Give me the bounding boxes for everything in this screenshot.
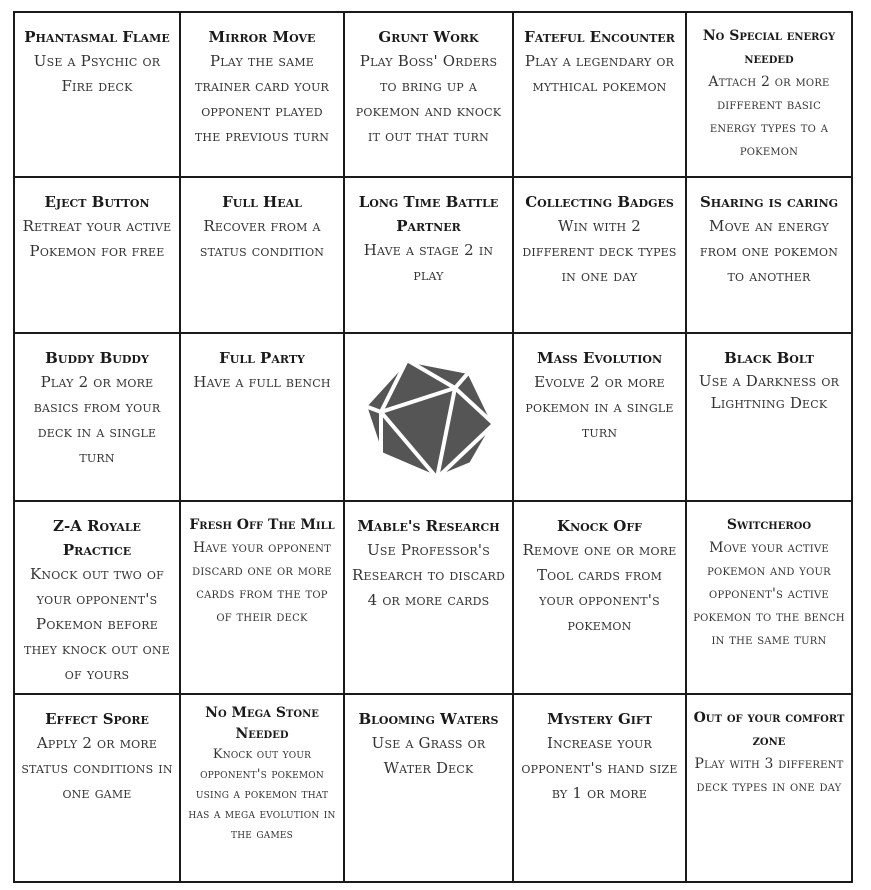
square-description: Play Boss' Orders to bring up a pokemon and knock it out that turn bbox=[355, 52, 502, 145]
square-title: Sharing is caring bbox=[699, 193, 839, 211]
bingo-square[interactable] bbox=[686, 333, 852, 501]
square-description: Have a full bench bbox=[193, 373, 331, 391]
square-title: Z-A Royale Practice bbox=[53, 517, 141, 559]
bingo-square[interactable] bbox=[180, 177, 344, 333]
square-description: Move your active pokemon and your opponent's active pokemon to the bench in the same turn bbox=[693, 540, 845, 648]
bingo-square[interactable] bbox=[14, 333, 180, 501]
bingo-square[interactable] bbox=[513, 177, 686, 333]
square-title: Full Heal bbox=[222, 193, 302, 211]
square-description: Remove one or more Tool cards from your opponent's pokemon bbox=[522, 541, 677, 634]
bingo-square[interactable] bbox=[180, 333, 344, 501]
bingo-square[interactable] bbox=[14, 12, 180, 177]
free-space[interactable] bbox=[344, 333, 513, 501]
square-title: Fresh Off The Mill bbox=[189, 517, 335, 533]
square-description: Increase your opponent's hand size by 1 or more bbox=[521, 734, 678, 802]
square-description: Have your opponent discard one or more cards from the top of their deck bbox=[192, 540, 332, 625]
square-title: Mirror Move bbox=[208, 28, 316, 46]
square-title: Knock Off bbox=[557, 517, 642, 535]
square-title: Mystery Gift bbox=[547, 710, 652, 728]
square-title: Phantasmal Flame bbox=[24, 28, 170, 46]
bingo-square[interactable] bbox=[513, 12, 686, 177]
bingo-board bbox=[13, 11, 853, 883]
bingo-square[interactable] bbox=[344, 501, 513, 694]
square-description: Have a stage 2 in play bbox=[363, 241, 494, 284]
bingo-square[interactable] bbox=[513, 501, 686, 694]
square-description: Apply 2 or more status conditions in one game bbox=[21, 734, 173, 802]
bingo-square[interactable] bbox=[344, 12, 513, 177]
square-description: Use Professor's Research to discard 4 or more cards bbox=[352, 541, 505, 609]
square-title: No Mega Stone Needed bbox=[205, 705, 319, 742]
square-description: Recover from a status condition bbox=[199, 217, 325, 260]
bingo-square[interactable] bbox=[14, 501, 180, 694]
square-description: Knock out your opponent's pokemon using a pokemon that has a mega evolution in the games bbox=[188, 747, 336, 842]
square-description: Attach 2 or more different basic energy types to a pokemon bbox=[708, 74, 830, 159]
square-title: Blooming Waters bbox=[358, 710, 499, 728]
square-title: Mass Evolution bbox=[536, 349, 663, 367]
square-title: Fateful Encounter bbox=[524, 28, 675, 46]
square-title: Switcheroo bbox=[726, 517, 812, 533]
square-title: Buddy Buddy bbox=[45, 349, 149, 367]
square-title: Collecting Badges bbox=[525, 193, 674, 211]
square-description: Move an energy from one pokemon to another bbox=[699, 217, 839, 285]
square-description: Evolve 2 or more pokemon in a single turn bbox=[525, 373, 674, 441]
d20-die-icon bbox=[359, 354, 499, 480]
square-title: Effect Spore bbox=[45, 710, 149, 728]
bingo-square[interactable] bbox=[686, 694, 852, 882]
square-description: Use a Psychic or Fire deck bbox=[33, 52, 161, 95]
square-description: Retreat your active Pokemon for free bbox=[22, 217, 172, 260]
bingo-square[interactable] bbox=[14, 694, 180, 882]
bingo-square[interactable] bbox=[14, 177, 180, 333]
square-title: Long Time Battle Partner bbox=[358, 193, 499, 235]
square-title: Full Party bbox=[219, 349, 305, 367]
square-title: Eject Button bbox=[44, 193, 150, 211]
bingo-square[interactable] bbox=[180, 501, 344, 694]
square-description: Use a Darkness or Lightning Deck bbox=[698, 372, 840, 412]
bingo-square[interactable] bbox=[180, 12, 344, 177]
square-description: Play a legendary or mythical pokemon bbox=[524, 52, 675, 95]
square-description: Knock out two of your opponent's Pokemon before they knock out one of yours bbox=[24, 565, 170, 683]
square-title: Black Bolt bbox=[724, 349, 814, 367]
bingo-square[interactable] bbox=[513, 694, 686, 882]
square-description: Play the same trainer card your opponent played the previous turn bbox=[194, 52, 330, 145]
bingo-square[interactable] bbox=[686, 12, 852, 177]
square-title: No Special energy needed bbox=[702, 28, 836, 67]
square-description: Win with 2 different deck types in one day bbox=[522, 217, 677, 285]
square-description: Use a Grass or Water Deck bbox=[371, 734, 486, 777]
square-description: Play with 3 different deck types in one day bbox=[694, 756, 844, 795]
square-title: Grunt Work bbox=[378, 28, 479, 46]
bingo-square[interactable] bbox=[180, 694, 344, 882]
bingo-square[interactable] bbox=[686, 501, 852, 694]
bingo-square[interactable] bbox=[686, 177, 852, 333]
bingo-square[interactable] bbox=[513, 333, 686, 501]
square-title: Out of your comfort zone bbox=[693, 710, 845, 749]
square-description: Play 2 or more basics from your deck in a single turn bbox=[33, 373, 161, 466]
bingo-square[interactable] bbox=[344, 177, 513, 333]
bingo-square[interactable] bbox=[344, 694, 513, 882]
square-title: Mable's Research bbox=[357, 517, 500, 535]
